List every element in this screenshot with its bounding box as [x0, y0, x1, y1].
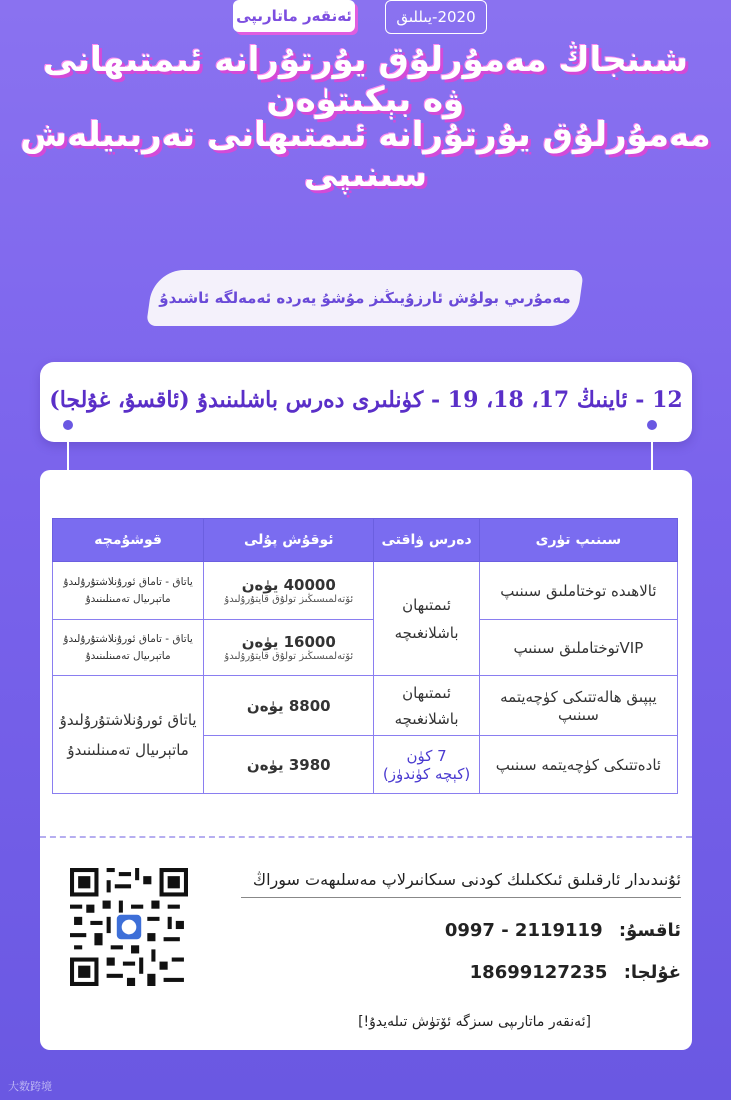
package-name: ئالاھىدە توختاملىق سىنىپ: [479, 562, 677, 620]
price: 3980 يۈەن: [204, 736, 374, 794]
class-time-cell: [374, 736, 480, 794]
divider: [40, 836, 692, 838]
extra-cell: ياتاق ئورۇنلاشتۇرۇلىدۇ ماتېرىيال تەمىنلىنىدۇ: [53, 676, 204, 794]
year-label: 2020-يىللىق: [385, 0, 487, 34]
connector-dot: [61, 418, 75, 432]
watermark-logo: [8, 1078, 52, 1094]
phone-city: ئاقسۇ:: [618, 920, 681, 941]
table-row: [53, 676, 678, 736]
price: 8800 يۈەن: [204, 676, 374, 736]
price: 40000 يۈەن: [241, 576, 336, 594]
phone-number[interactable]: 18699127235: [469, 962, 608, 983]
title-line-1: شىنجاڭ مەمۇرلۇق يۇرتۇرانە ئىمتىھانى ۋە بېكىتۈەن: [42, 40, 689, 120]
extra-cell: ياتاق - تاماق ئورۇنلاشتۇرۇلىدۇ ماتېرىيال تەمىنلىنىدۇ: [53, 620, 204, 676]
package-name: VIPتوختاملىق سىنىپ: [479, 620, 677, 676]
phone-aksu: [445, 920, 681, 941]
phone-number[interactable]: 0997 - 2119119: [444, 920, 603, 941]
extra-cell: ياتاق - تاماق ئورۇنلاشتۇرۇلىدۇ ماتېرىيال تەمىنلىنىدۇ: [53, 562, 204, 620]
price-cell: [204, 620, 374, 676]
phone-city: غۇلجا:: [623, 962, 681, 983]
price: 16000 يۈەن: [241, 633, 336, 651]
package-name: يېپىق ھالەتتىكى كۈچەيتمە سىنىپ: [479, 676, 677, 736]
phone-ghulja: [470, 962, 681, 983]
slogan: مەمۇرىي بولۇش ئارزۇيىڭىز مۇشۇ يەردە ئەمەلگە ئاشىدۇ: [159, 289, 571, 307]
package-name: ئادەتتىكى كۈچەيتمە سىنىپ: [479, 736, 677, 794]
title-line-2: مەمۇرلۇق يۇرتۇرانە ئىمتىھانى تەربىيلەش سىنىپى: [20, 115, 711, 195]
connector-dot: [645, 418, 659, 432]
contact-instruction: ئۇنىدىدار ئارقىلىق ئىككىلىك كودنى سىكانىرلاپ مەسلىھەت سوراڭ: [241, 870, 681, 898]
org-label: ئەنقەر ماتارىپى: [233, 0, 355, 32]
table-header-row: [53, 519, 678, 562]
schedule-banner: [40, 362, 692, 442]
column-header: سىنىپ تۈرى: [479, 519, 677, 562]
column-header: دەرس ۋاقتى: [374, 519, 480, 562]
watermark-text: 大数跨境: [8, 1080, 52, 1093]
column-header: ئوقۇش پۇلى: [204, 519, 374, 562]
class-time: ئىمتىھان باشلانغىچە: [374, 676, 480, 736]
class-time: ئىمتىھان باشلانغىچە: [374, 562, 480, 676]
qr-code-icon: [70, 868, 188, 986]
price-note: ئۆتەلمىسىڭىز تولۇق قايتۇرۇلىدۇ: [224, 594, 354, 605]
schedule-text: 12 - ئاينىڭ 17، 18، 19 - كۈنلىرى دەرس باشلىنىدۇ (ئاقسۇ، غۇلجا): [49, 387, 683, 413]
price-table: [52, 518, 678, 794]
class-days-note: (كېچە كۈندۈز): [382, 764, 471, 783]
class-days: 7 كۈن: [406, 746, 447, 765]
wish-note: [ئەنقەر ماتارىپى سىزگە ئۆتۈش تىلەيدۇ!]: [358, 1014, 591, 1030]
price-note: ئۆتەلمىسىڭىز تولۇق قايتۇرۇلىدۇ: [224, 651, 354, 662]
column-header: قوشۇمچە: [53, 519, 204, 562]
table-row: [53, 620, 678, 676]
table-row: [53, 562, 678, 620]
price-cell: [204, 562, 374, 620]
